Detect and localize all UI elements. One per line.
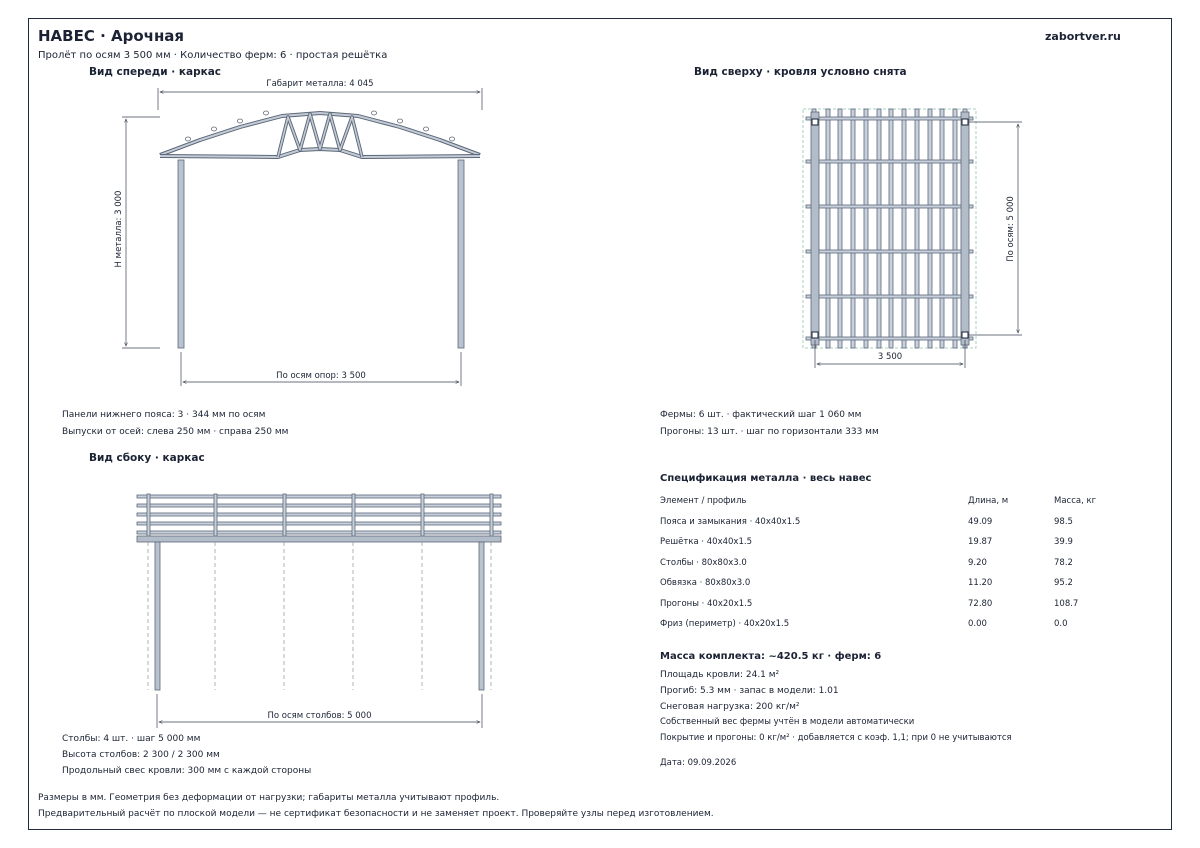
spec-cell-element: Обвязка · 80x80x3.0: [660, 578, 751, 589]
front-post-right: [458, 160, 464, 348]
front-dim-bottom-label: По осям опор: 3 500: [276, 371, 366, 381]
spec-cell-mass: 95.2: [1054, 578, 1073, 589]
spec-col-mass: Масса, кг: [1054, 496, 1097, 507]
top-note-1: Фермы: 6 шт. · фактический шаг 1 060 мм: [660, 410, 862, 420]
spec-cell-element: Столбы · 80x80x3.0: [660, 557, 747, 568]
site-link[interactable]: zabortver.ru: [1045, 30, 1121, 43]
front-view-title: Вид спереди · каркас: [89, 66, 222, 78]
spec-date: Дата: 09.09.2026: [660, 758, 737, 768]
spec-cell-mass: 78.2: [1054, 557, 1073, 568]
spec-table: [660, 491, 1114, 635]
side-purlins: [137, 495, 501, 534]
side-note-2: Высота столбов: 2 300 / 2 300 мм: [62, 750, 220, 760]
footer-note-2: Предварительный расчёт по плоской модели — не сертификат безопасности и не заменяет проект. Проверяйте узлы перед изготовлением.: [38, 809, 714, 819]
spec-col-element: Элемент / профиль: [660, 496, 747, 507]
top-dim-bottom-label: 3 500: [877, 352, 903, 362]
table-row: [660, 573, 1114, 594]
top-beam-left: [811, 112, 819, 345]
spec-cell-mass: 108.7: [1054, 598, 1079, 609]
side-truss-projections: [148, 542, 491, 690]
spec-header-row: [660, 491, 1114, 512]
top-purlins: [812, 109, 967, 348]
front-dim-left-label: H металла: 3 000: [114, 190, 124, 268]
side-beam: [137, 536, 501, 542]
spec-col-length: Длина, м: [968, 496, 1009, 507]
side-dim-bottom-label: По осям столбов: 5 000: [267, 711, 372, 721]
spec-cell-element: Прогоны · 40x20x1.5: [660, 598, 753, 609]
spec-detail-snow-load: Снеговая нагрузка: 200 кг/м²: [660, 702, 800, 712]
spec-cell-length: 19.87: [968, 537, 993, 548]
top-dim-right-label: По осям: 5 000: [1006, 196, 1016, 262]
top-beam-right: [961, 112, 969, 345]
table-row: [660, 594, 1114, 615]
spec-detail-self-weight: Собственный вес фермы учтён в модели автоматически: [660, 717, 915, 727]
sheet-title: НАВЕС · Арочная: [38, 27, 185, 45]
spec-cell-length: 9.20: [968, 557, 987, 568]
side-note-3: Продольный свес кровли: 300 мм с каждой стороны: [62, 766, 312, 776]
side-note-1: Столбы: 4 шт. · шаг 5 000 мм: [62, 734, 201, 744]
spec-detail-deflection: Прогиб: 5.3 мм · запас в модели: 1.01: [660, 686, 839, 696]
table-row: [660, 614, 1114, 635]
side-view-title: Вид сбоку · каркас: [89, 452, 205, 464]
side-post-right: [479, 542, 484, 690]
spec-title: Спецификация металла · весь навес: [660, 473, 872, 484]
sheet-subtitle: Пролёт по осям 3 500 мм · Количество ферм: 6 · простая решётка: [38, 50, 388, 61]
top-note-2: Прогоны: 13 шт. · шаг по горизонтали 333 мм: [660, 427, 879, 437]
front-post-left: [178, 160, 184, 348]
spec-total: Масса комплекта: ~420.5 кг · ферм: 6: [660, 651, 882, 662]
spec-cell-element: Решётка · 40x40x1.5: [660, 537, 752, 548]
spec-cell-element: Пояса и замыкания · 40x40x1.5: [660, 516, 801, 527]
front-dim-top-label: Габарит металла: 4 045: [266, 79, 374, 89]
spec-cell-length: 72.80: [968, 598, 993, 609]
table-row: [660, 532, 1114, 553]
spec-cell-mass: 0.0: [1054, 619, 1068, 630]
side-post-left: [155, 542, 160, 690]
spec-cell-mass: 98.5: [1054, 516, 1073, 527]
front-note-2: Выпуски от осей: слева 250 мм · справа 250 мм: [62, 427, 289, 437]
table-row: [660, 553, 1114, 574]
spec-cell-element: Фриз (периметр) · 40x20x1.5: [660, 619, 790, 630]
footer-note-1: Размеры в мм. Геометрия без деформации от нагрузки; габариты металла учитывают профиль.: [38, 793, 500, 803]
spec-cell-mass: 39.9: [1054, 537, 1073, 548]
front-purlins: [186, 111, 455, 141]
top-view-title: Вид сверху · кровля условно снята: [694, 66, 907, 78]
spec-cell-length: 49.09: [968, 516, 993, 527]
spec-cell-length: 0.00: [968, 619, 987, 630]
spec-detail-cover-load: Покрытие и прогоны: 0 кг/м² · добавляется с коэф. 1,1; при 0 не учитываются: [660, 733, 1012, 743]
front-view-drawing: [122, 88, 482, 386]
table-row: [660, 512, 1114, 533]
spec-detail-roof-area: Площадь кровли: 24.1 м²: [660, 670, 780, 680]
front-note-1: Панели нижнего пояса: 3 · 344 мм по осям: [62, 410, 266, 420]
spec-cell-length: 11.20: [968, 578, 993, 589]
front-truss-lattice: [278, 114, 362, 157]
side-view-drawing: [137, 494, 501, 728]
top-view-drawing: [803, 109, 1022, 368]
